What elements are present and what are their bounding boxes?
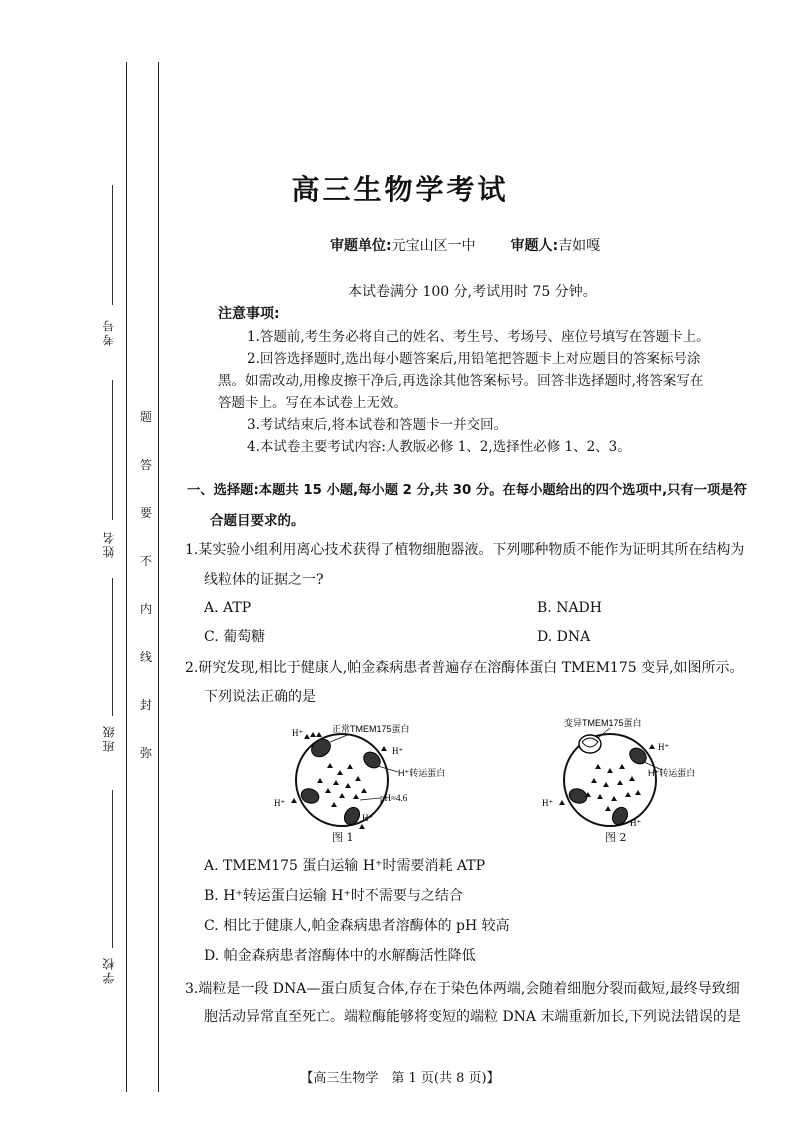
h-transporter-protein: [627, 745, 650, 767]
figure-1-caption: 图 1: [332, 831, 354, 844]
h-label: H⁺: [392, 746, 404, 756]
ph-label: pH≈4.6: [380, 793, 408, 803]
q2-stem-cont: 下列说法正确的是: [204, 689, 316, 705]
q1-option-d[interactable]: D. DNA: [537, 629, 591, 645]
review-info: [330, 237, 600, 255]
note-line: 1.答题前,考生务必将自己的姓名、考生号、考场号、座位号填写在答题卡上。: [247, 329, 710, 345]
mutant-tmem175-label: 变异TMEM175蛋白: [564, 718, 642, 728]
q1-option-c[interactable]: C. 葡萄糖: [204, 629, 266, 645]
q3-stem: 3.端粒是一段 DNA—蛋白质复合体,存在于染色体两端,会随着细胞分裂而截短,最终导致细: [185, 981, 740, 997]
margin-line-outer: [126, 62, 127, 1092]
field-class: 班级: [102, 724, 116, 752]
normal-tmem175-label: 正常TMEM175蛋白: [332, 724, 410, 734]
q2-option-c[interactable]: C. 相比于健康人,帕金森病患者溶酶体的 pH 较高: [204, 918, 510, 934]
section-heading-cont: 合题目要求的。: [210, 513, 305, 529]
reviewer: 吉如嘎: [558, 238, 601, 254]
note-line: 4.本试卷主要考试内容:人教版必修 1、2,选择性必修 1、2、3。: [247, 439, 631, 455]
h-label: H⁺: [274, 798, 286, 808]
field-name: 姓名: [102, 530, 116, 558]
h-label: H⁺: [292, 728, 304, 738]
seal-char: 封: [140, 698, 153, 712]
reviewer-label: 审题人:: [510, 238, 559, 254]
seal-char: 内: [140, 602, 153, 616]
h-label: H⁺: [542, 798, 554, 808]
h-label: H⁺: [630, 818, 642, 828]
lysosome-membrane: [564, 734, 656, 826]
seal-char: 弥: [140, 746, 153, 760]
field-class-line[interactable]: [112, 578, 113, 716]
normal-tmem175-protein: [308, 736, 334, 761]
q1-option-a[interactable]: A. ATP: [204, 600, 252, 616]
h-transporter-label: H⁺转运蛋白: [648, 768, 696, 778]
q1-stem: 1.某实验小组利用离心技术获得了植物细胞器液。下列哪种物质不能作为证明其所在结构为: [185, 542, 745, 558]
field-school: 学校: [102, 956, 116, 984]
seal-char: 要: [140, 506, 153, 520]
note-line: 黑。如需改动,用橡皮擦干净后,再选涂其他答案标号。回答非选择题时,将答案写在: [218, 373, 704, 389]
figure-2: [538, 712, 718, 842]
q2-option-a[interactable]: A. TMEM175 蛋白运输 H⁺时需要消耗 ATP: [204, 858, 486, 874]
q1-option-b[interactable]: B. NADH: [537, 600, 602, 616]
seal-char: 线: [140, 650, 153, 664]
exam-info: 本试卷满分 100 分,考试用时 75 分钟。: [348, 284, 597, 300]
seal-char: 答: [140, 458, 153, 472]
figure-2-caption: 图 2: [605, 831, 627, 844]
h-transporter-protein: [361, 749, 384, 771]
margin-line-inner: [158, 62, 159, 1092]
q2-stem: 2.研究发现,相比于健康人,帕金森病患者普遍存在溶酶体蛋白 TMEM175 变异,如图所示。: [185, 660, 744, 676]
h-transporter-label: H⁺转运蛋白: [398, 768, 446, 778]
note-line: 答题卡上。写在本试卷上无效。: [218, 395, 407, 411]
h-label: H⁺: [362, 813, 374, 823]
page-title: 高三生物学考试: [291, 173, 509, 206]
figure-1: [270, 718, 470, 848]
lysosome-membrane: [296, 734, 388, 826]
notes-heading: 注意事项:: [218, 306, 280, 322]
field-school-line[interactable]: [112, 790, 113, 948]
review-unit: 元宝山区一中: [391, 238, 476, 254]
seal-char: 题: [140, 410, 153, 424]
review-unit-label: 审题单位:: [330, 238, 392, 254]
field-exam-number: 考号: [102, 318, 116, 346]
q2-option-b[interactable]: B. H⁺转运蛋白运输 H⁺时不需要与之结合: [204, 888, 463, 904]
note-line: 2.回答选择题时,选出每小题答案后,用铅笔把答题卡上对应题目的答案标号涂: [247, 351, 701, 367]
field-name-line[interactable]: [112, 380, 113, 520]
q3-stem-cont: 胞活动异常直至死亡。端粒酶能够将变短的端粒 DNA 末端重新加长,下列说法错误的是: [204, 1009, 741, 1025]
h-transporter-protein: [609, 805, 630, 828]
seal-char: 不: [140, 554, 153, 568]
page-footer: 【高三生物学 第 1 页(共 8 页)】: [300, 1071, 500, 1086]
note-line: 3.考试结束后,将本试卷和答题卡一并交回。: [247, 417, 508, 433]
h-transporter-protein: [341, 805, 362, 828]
q2-option-d[interactable]: D. 帕金森病患者溶酶体中的水解酶活性降低: [204, 948, 476, 964]
section-heading: 一、选择题:本题共 15 小题,每小题 2 分,共 30 分。在每小题给出的四个选项中,只有一项是符: [187, 483, 747, 498]
q1-stem-cont: 线粒体的证据之一?: [204, 572, 324, 588]
h-label: H⁺: [658, 742, 670, 752]
